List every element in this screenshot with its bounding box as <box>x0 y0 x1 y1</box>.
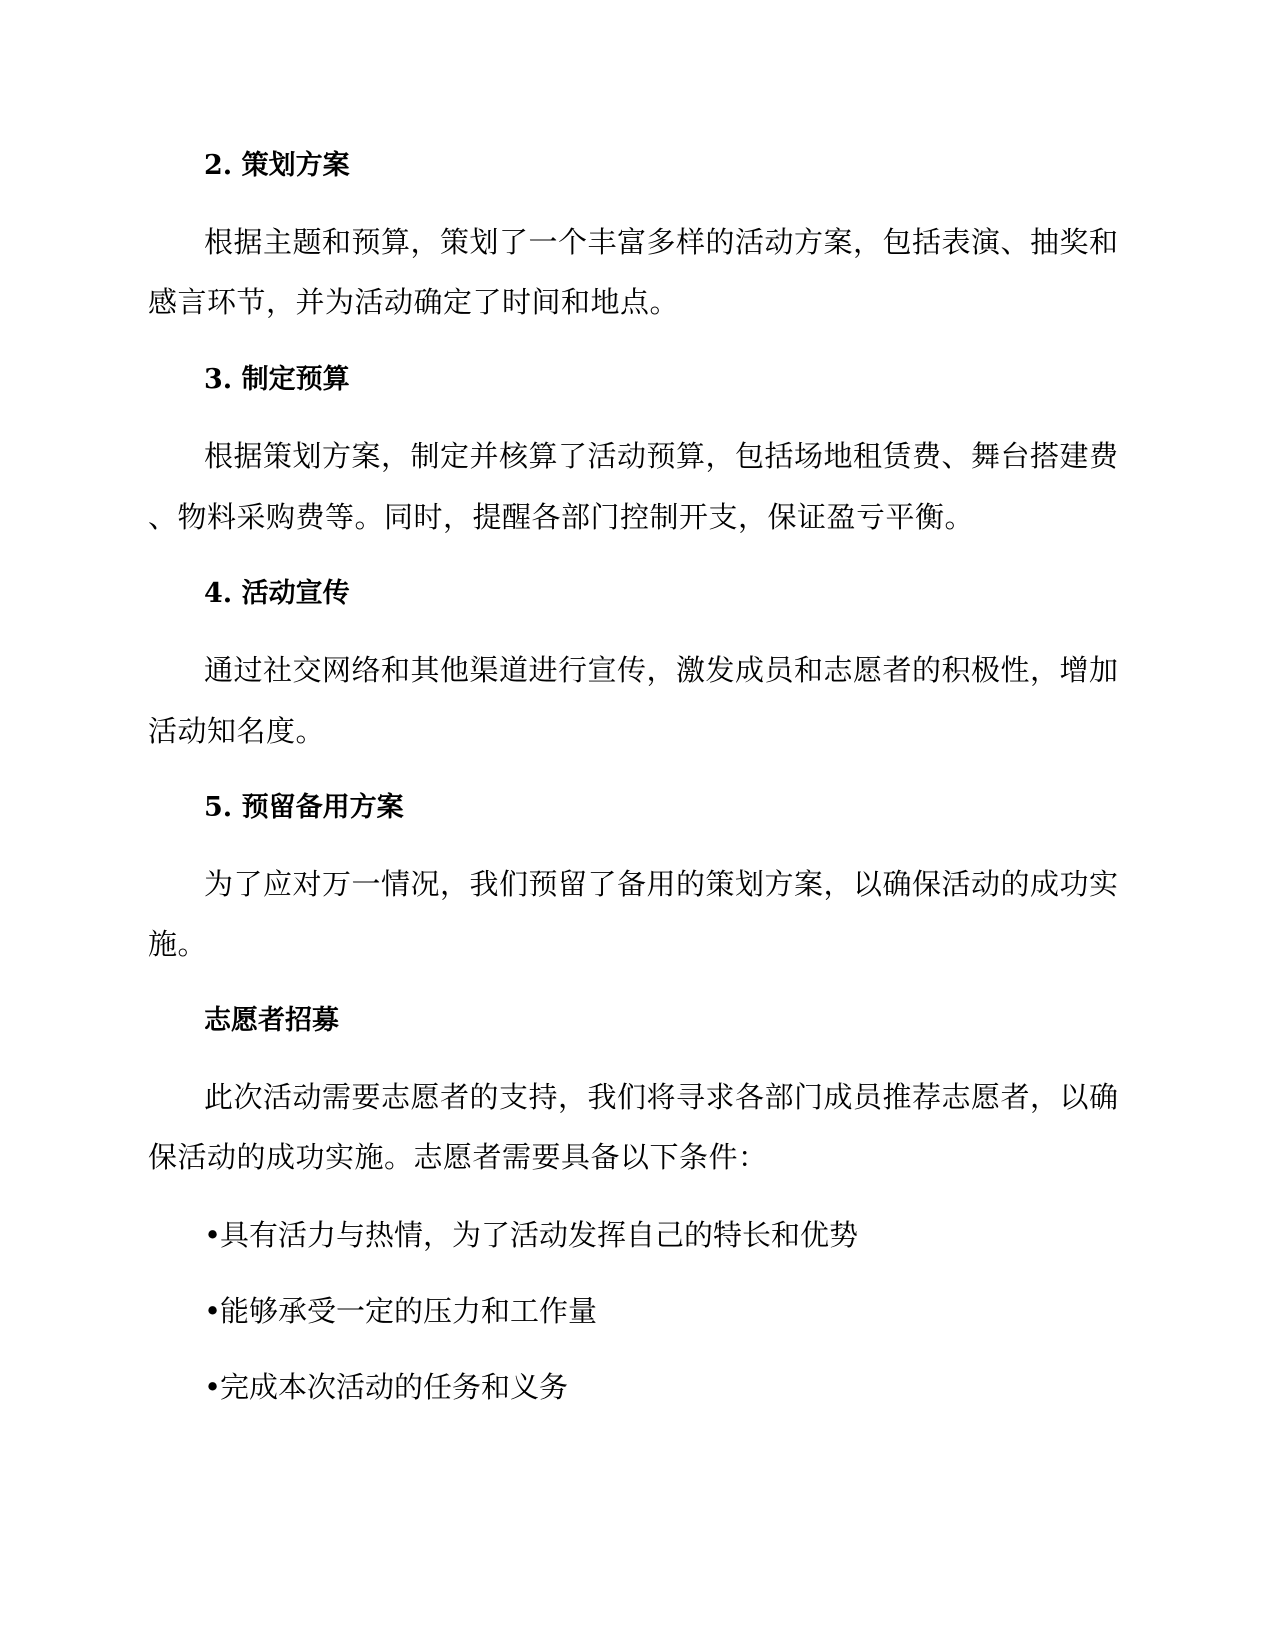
bullet-text: 完成本次活动的任务和义务 <box>220 1370 569 1404</box>
paragraph-line: 、物料采购费等。同时，提醒各部门控制开支，保证盈亏平衡。 <box>148 500 975 534</box>
bullet-text: 具有活力与热情，为了活动发挥自己的特长和优势 <box>220 1218 859 1252</box>
bullet-marker: • <box>204 1370 222 1404</box>
paragraph-line: 根据主题和预算，策划了一个丰富多样的活动方案，包括表演、抽奖和 <box>204 225 1119 259</box>
paragraph-line: 保活动的成功实施。志愿者需要具备以下条件： <box>148 1140 768 1174</box>
bullet-marker: • <box>204 1294 222 1328</box>
bullet-item <box>204 1367 568 1407</box>
paragraph-line: 为了应对万一情况，我们预留了备用的策划方案，以确保活动的成功实 <box>204 867 1119 901</box>
section-heading: 志愿者招募 <box>204 1005 339 1036</box>
bullet-text: 能够承受一定的压力和工作量 <box>220 1294 598 1328</box>
bullet-item <box>204 1215 858 1255</box>
paragraph-line: 根据策划方案，制定并核算了活动预算，包括场地租赁费、舞台搭建费 <box>204 439 1119 473</box>
section-heading: 3. 制定预算 <box>204 364 350 395</box>
section-heading: 5. 预留备用方案 <box>204 792 404 823</box>
paragraph-line: 通过社交网络和其他渠道进行宣传，激发成员和志愿者的积极性，增加 <box>204 653 1119 687</box>
paragraph-line: 感言环节，并为活动确定了时间和地点。 <box>148 285 680 319</box>
paragraph-line: 活动知名度。 <box>148 714 326 748</box>
paragraph-line: 施。 <box>148 927 208 961</box>
section-heading: 2. 策划方案 <box>204 150 350 181</box>
bullet-item <box>204 1291 597 1331</box>
paragraph-line: 此次活动需要志愿者的支持，我们将寻求各部门成员推荐志愿者，以确 <box>204 1080 1119 1114</box>
bullet-marker: • <box>204 1218 222 1252</box>
section-heading: 4. 活动宣传 <box>204 578 350 609</box>
